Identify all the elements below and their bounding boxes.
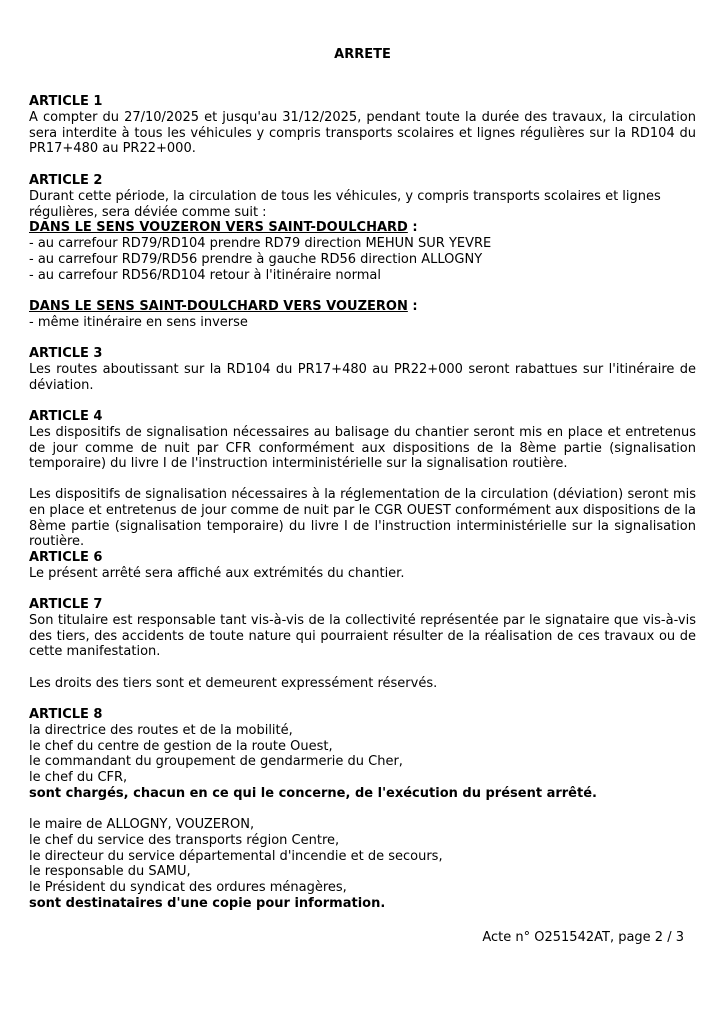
article-1: [29, 94, 696, 157]
direction-1-title: DANS LE SENS VOUZERON VERS SAINT-DOULCHARD: [29, 220, 408, 236]
article-6-text: Le présent arrêté sera affiché aux extrémités du chantier.: [29, 565, 405, 581]
direction-1-step: - au carrefour RD56/RD104 retour à l'itinéraire normal: [29, 267, 381, 283]
article-7-text-2: Les droits des tiers sont et demeurent expressément réservés.: [29, 676, 438, 691]
charged-person: le commandant du groupement de gendarmerie du Cher,: [29, 754, 403, 770]
article-7: [29, 597, 696, 660]
page-footer: Acte n° O251542AT, page 2 / 3: [482, 930, 684, 945]
article-8-recipients: [29, 817, 696, 912]
article-8: [29, 707, 696, 802]
article-2-intro: Durant cette période, la circulation de tous les véhicules, y compris transports scolaires et lignes régulières, sera déviée comme suit :: [29, 188, 661, 220]
charged-person: la directrice des routes et de la mobilité,: [29, 722, 293, 738]
article-2-direction-2: [29, 299, 696, 331]
charged-person: le chef du centre de gestion de la route Ouest,: [29, 738, 333, 754]
direction-2-header: [29, 299, 696, 315]
article-4-part-2: [29, 487, 696, 550]
article-6-heading: ARTICLE 6: [29, 550, 103, 565]
article-4-heading: ARTICLE 4: [29, 409, 103, 424]
direction-2-step: - même itinéraire en sens inverse: [29, 314, 248, 330]
article-3-text: Les routes aboutissant sur la RD104 du PR17+480 au PR22+000 seront rabattues sur l'itinéraire de déviation.: [29, 361, 696, 393]
direction-2-colon: :: [407, 299, 418, 314]
recipient: le directeur du service départemental d'incendie et de secours,: [29, 848, 443, 864]
recipient: le maire de ALLOGNY, VOUZERON,: [29, 817, 255, 832]
article-3: [29, 346, 696, 393]
charged-person: le chef du CFR,: [29, 770, 128, 786]
direction-2-title: DANS LE SENS SAINT-DOULCHARD VERS VOUZERON: [29, 299, 408, 314]
article-7-part-2: [29, 676, 696, 692]
article-6: [29, 550, 696, 582]
article-4: [29, 409, 696, 472]
charged-statement: sont chargés, chacun en ce qui le concerne, de l'exécution du présent arrêté.: [29, 785, 597, 801]
recipient: le responsable du SAMU,: [29, 864, 191, 880]
article-2: [29, 173, 696, 284]
recipient: le Président du syndicat des ordures ménagères,: [29, 880, 347, 896]
article-1-heading: ARTICLE 1: [29, 94, 103, 109]
document-title: ARRETE: [334, 47, 391, 62]
direction-1-header: [29, 220, 696, 236]
article-4-text-2: Les dispositifs de signalisation nécessaires à la réglementation de la circulation (déviation) seront mis en place et entretenus de jour comme de nuit par le CGR OUEST conformément aux dispositions de la 8ème partie (signalisation temporaire) du livre I de l'instruction interministérielle sur la signalisation routière.: [29, 487, 696, 550]
article-7-text-1: Son titulaire est responsable tant vis-à-vis de la collectivité représentée par le signataire que vis-à-vis des tiers, des accidents de toute nature qui pourraient résulter de la réalisation de ces travaux ou de cette manifestation.: [29, 612, 696, 660]
recipients-statement: sont destinataires d'une copie pour information.: [29, 895, 386, 911]
direction-1-colon: :: [407, 220, 418, 236]
article-2-heading: ARTICLE 2: [29, 173, 103, 188]
article-3-heading: ARTICLE 3: [29, 346, 103, 361]
article-7-heading: ARTICLE 7: [29, 597, 103, 612]
document-page: [29, 0, 696, 1023]
article-4-text-1: Les dispositifs de signalisation nécessaires au balisage du chantier seront mis en place et entretenus de jour comme de nuit par CFR conformément aux dispositions de la 8ème partie (signalisation temporaire) du livre I de l'instruction interministérielle sur la signalisation routière.: [29, 424, 696, 472]
recipient: le chef du service des transports région Centre,: [29, 832, 340, 848]
direction-1-step: - au carrefour RD79/RD104 prendre RD79 direction MEHUN SUR YEVRE: [29, 236, 492, 252]
article-8-heading: ARTICLE 8: [29, 707, 103, 722]
article-1-text: A compter du 27/10/2025 et jusqu'au 31/12/2025, pendant toute la durée des travaux, la circulation sera interdite à tous les véhicules y compris transports scolaires et lignes régulières sur la RD104 du PR17+480 au PR22+000.: [29, 109, 696, 157]
direction-1-step: - au carrefour RD79/RD56 prendre à gauche RD56 direction ALLOGNY: [29, 251, 483, 267]
